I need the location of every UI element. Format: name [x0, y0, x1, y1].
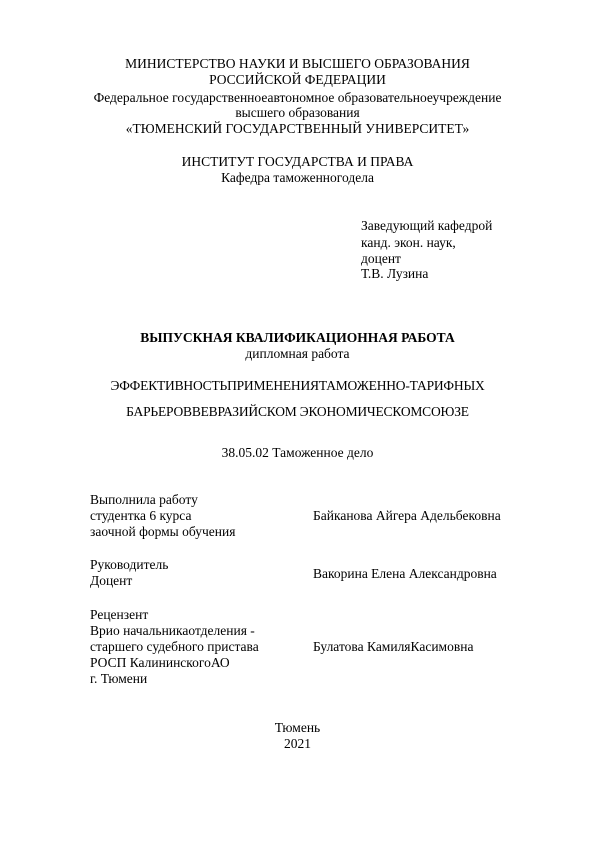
approval-name: Т.В. Лузина: [361, 266, 429, 281]
student-label-2: студентка 6 курса: [90, 508, 192, 523]
institution-line-2: высшего образования: [235, 105, 360, 120]
institution-line-1: Федеральное государственноеавтономное образовательноеучреждение: [93, 90, 502, 105]
city: Тюмень: [274, 720, 321, 735]
ministry-line-2: РОССИЙСКОЙ ФЕДЕРАЦИИ: [209, 72, 386, 87]
reviewer-label-4: РОСП КалининскогоАО: [90, 655, 230, 670]
year: 2021: [284, 736, 311, 751]
topic-line-2: БАРЬЕРОВВЕВРАЗИЙСКОМ ЭКОНОМИЧЕСКОМСОЮЗЕ: [126, 404, 469, 419]
reviewer-label-3: старшего судебного пристава: [90, 639, 259, 654]
student-name: Байканова Айгера Адельбековна: [313, 508, 501, 523]
supervisor-label-2: Доцент: [90, 573, 133, 588]
specialty: 38.05.02 Таможенное дело: [221, 445, 374, 460]
reviewer-label-1: Рецензент: [90, 607, 149, 622]
topic-line-1: ЭФФЕКТИВНОСТЬПРИМЕНЕНИЯТАМОЖЕННО-ТАРИФНЫХ: [110, 378, 485, 393]
approval-title: доцент: [361, 251, 401, 266]
student-label-3: заочной формы обучения: [90, 524, 236, 539]
institute-name: ИНСТИТУТ ГОСУДАРСТВА И ПРАВА: [181, 154, 414, 169]
work-type: ВЫПУСКНАЯ КВАЛИФИКАЦИОННАЯ РАБОТА: [140, 330, 455, 345]
reviewer-name: Булатова КамиляКасимовна: [313, 639, 474, 654]
department-name: Кафедра таможенногодела: [221, 170, 374, 185]
ministry-line-1: МИНИСТЕРСТВО НАУКИ И ВЫСШЕГО ОБРАЗОВАНИЯ: [125, 56, 470, 71]
student-label-1: Выполнила работу: [90, 492, 198, 507]
approval-position: Заведующий кафедрой: [361, 218, 493, 233]
supervisor-name: Вакорина Елена Александровна: [313, 566, 497, 581]
supervisor-label-1: Руководитель: [90, 557, 169, 572]
work-subtype: дипломная работа: [245, 346, 350, 361]
approval-degree: канд. экон. наук,: [361, 235, 456, 250]
reviewer-label-2: Врио начальникаотделения -: [90, 623, 255, 638]
reviewer-label-5: г. Тюмени: [90, 671, 148, 686]
university-name: «ТЮМЕНСКИЙ ГОСУДАРСТВЕННЫЙ УНИВЕРСИТЕТ»: [125, 121, 470, 136]
